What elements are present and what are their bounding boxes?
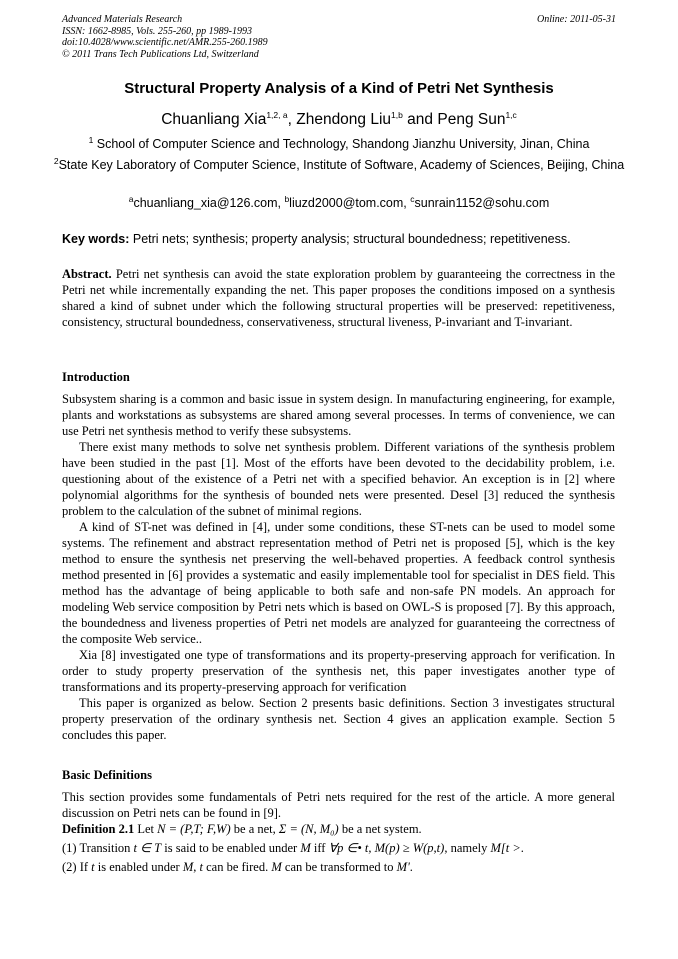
math-expression: t ∈ T (133, 841, 162, 855)
keywords-text: Petri nets; synthesis; property analysis; structural boundedness; repetitiveness. (129, 232, 571, 246)
email-address: liuzd2000@tom.com, (289, 196, 411, 210)
paper-title: Structural Property Analysis of a Kind of Petri Net Synthesis (124, 80, 554, 97)
basic-definitions-body (62, 789, 615, 875)
affiliation-superscript: 2 (53, 155, 59, 166)
author-separator: , (287, 111, 297, 128)
item-text: . (520, 841, 524, 855)
abstract (62, 266, 615, 330)
copyright-line: © 2011 Trans Tech Publications Ltd, Switzerland (62, 48, 259, 60)
item-text: (1) Transition (62, 841, 134, 855)
doi-line: doi:10.4028/www.scientific.net/AMR.255-260.1989 (62, 37, 268, 48)
email-address: sunrain1152@sohu.com (414, 196, 550, 210)
author-superscript: 1,c (505, 109, 517, 120)
author-superscript: 1,b (391, 109, 403, 120)
author-list (30, 111, 648, 129)
item-text: can be fired. (202, 860, 272, 874)
math-expression: M' (396, 860, 410, 874)
item-text: can be transformed to (281, 860, 397, 874)
math-expression: M[t > (490, 841, 521, 855)
math-expression: M (271, 860, 282, 874)
email-superscript: a (128, 193, 134, 204)
email-address: chuanliang_xia@126.com, (133, 196, 285, 210)
author-name: Zhendong Liu (296, 111, 392, 128)
paragraph: Subsystem sharing is a common and basic issue in system design. In manufacturing engineering, for example, plants and workstations as subsystems are shared among several processes. In terms of convenience, we can use Petri net synthesis method to verify these subsystems. (62, 392, 615, 438)
abstract-text: Petri net synthesis can avoid the state exploration problem by guaranteeing the correctness in the Petri net while incrementally expanding the net. This paper proposes the conditions imposed on a synthesis shared a kind of subnet under which the following structural properties will be preserved: repetitiveness, consistency, structural boundedness, conservativeness, structural liveness, P-invariant and T-invariant. (62, 267, 615, 329)
author-separator: and (402, 111, 438, 128)
affiliation-2 (40, 157, 638, 173)
journal-header (62, 14, 616, 60)
item-text: is said to be enabled under (161, 841, 301, 855)
math-expression: M (182, 860, 194, 874)
definition-text: Let (134, 822, 158, 836)
definition-text: be a net system. (338, 822, 422, 836)
online-date: Online: 2011-05-31 (537, 14, 616, 25)
math-expression: t (91, 860, 95, 874)
paragraph: This paper is organized as below. Section 2 presents basic definitions. Section 3 investigates structural property preservation of the ordinary synthesis net. Section 4 gives an application example. Section 5 concludes this paper. (62, 696, 615, 742)
item-text: is enabled under (94, 860, 183, 874)
paragraph: A kind of ST-net was defined in [4], under some conditions, these ST-nets can be used to model some systems. The refinement and abstract representation method of Petri net is proposed [5], which is the key method to ensure the synthesis net preserving the well-behaved properties. A feedback control synthesis method presented in [6] provides a systematic and easily implementable tool for specialist in DES field. This method has the advantage of being applicable to both safe and non-safe PN models. An approach for modeling Web service composition by Petri nets which is based on OWL-S is proposed [7]. By this approach, the boundedness and liveness properties of Petri net models are analyzed for guaranteeing the correctness of the composite Web service.. (62, 520, 615, 646)
item-text: iff (310, 841, 329, 855)
introduction-heading: Introduction (62, 370, 130, 384)
keywords-label: Key words: (62, 232, 130, 246)
math-expression: Σ = (N, M₀) (278, 822, 339, 836)
author-name: Peng Sun (437, 111, 506, 128)
math-expression: ∀p ∈• t, M(p) ≥ W(p,t) (328, 841, 445, 855)
paragraph: This section provides some fundamentals of Petri nets required for the rest of the article. A more general discussion on Petri nets can be found in [9]. (62, 790, 615, 820)
affiliation-text: State Key Laboratory of Computer Science, Institute of Software, Academy of Sciences, Beijing, China (58, 158, 625, 172)
introduction-body (62, 391, 615, 743)
paragraph: Xia [8] investigated one type of transformations and its property-preserving approach for verification. In order to study property preservation of the synthesis net, this paper investigates another type of transformations and its property-preserving approach for verification (62, 648, 615, 694)
abstract-label: Abstract. (62, 267, 112, 281)
definition-label: Definition 2.1 (62, 822, 135, 836)
definition-item-1 (62, 840, 615, 856)
definition-text: be a net, (230, 822, 279, 836)
affiliation-text: School of Computer Science and Technology, Shandong Jianzhu University, Jinan, China (93, 137, 590, 151)
email-line (40, 195, 638, 211)
paragraph: There exist many methods to solve net synthesis problem. Different variations of the synthesis problem have been studied in the past [1]. Most of the efforts have been devoted to the decidability problem, i.e. questioning about of the existence of a Petri net with a specified behavior. An exception is in [2] where polynomial algorithms for the synthesis of bounded nets were presented. Desel [3] reduced the synthesis problem to the calculation of the subnet of minimal regions. (62, 440, 615, 518)
item-text: . (409, 860, 413, 874)
math-expression: M (300, 841, 311, 855)
author-superscript: 1,2, a (266, 109, 288, 120)
email-superscript: c (410, 193, 415, 204)
author-name: Chuanliang Xia (161, 111, 267, 128)
journal-name: Advanced Materials Research (62, 14, 183, 25)
math-expression: t (199, 860, 203, 874)
math-expression: N = (P,T; F,W) (157, 822, 231, 836)
item-text: , (193, 860, 200, 874)
item-text: (2) If (62, 860, 92, 874)
keywords (62, 232, 618, 246)
definition-2-1 (62, 821, 615, 837)
email-superscript: b (284, 193, 290, 204)
affiliation-1 (40, 136, 638, 152)
basic-definitions-heading: Basic Definitions (62, 768, 152, 782)
affiliation-superscript: 1 (88, 134, 94, 145)
definition-item-2 (62, 859, 615, 875)
issn-line: ISSN: 1662-8985, Vols. 255-260, pp 1989-1993 (62, 25, 252, 37)
item-text: , namely (444, 841, 491, 855)
